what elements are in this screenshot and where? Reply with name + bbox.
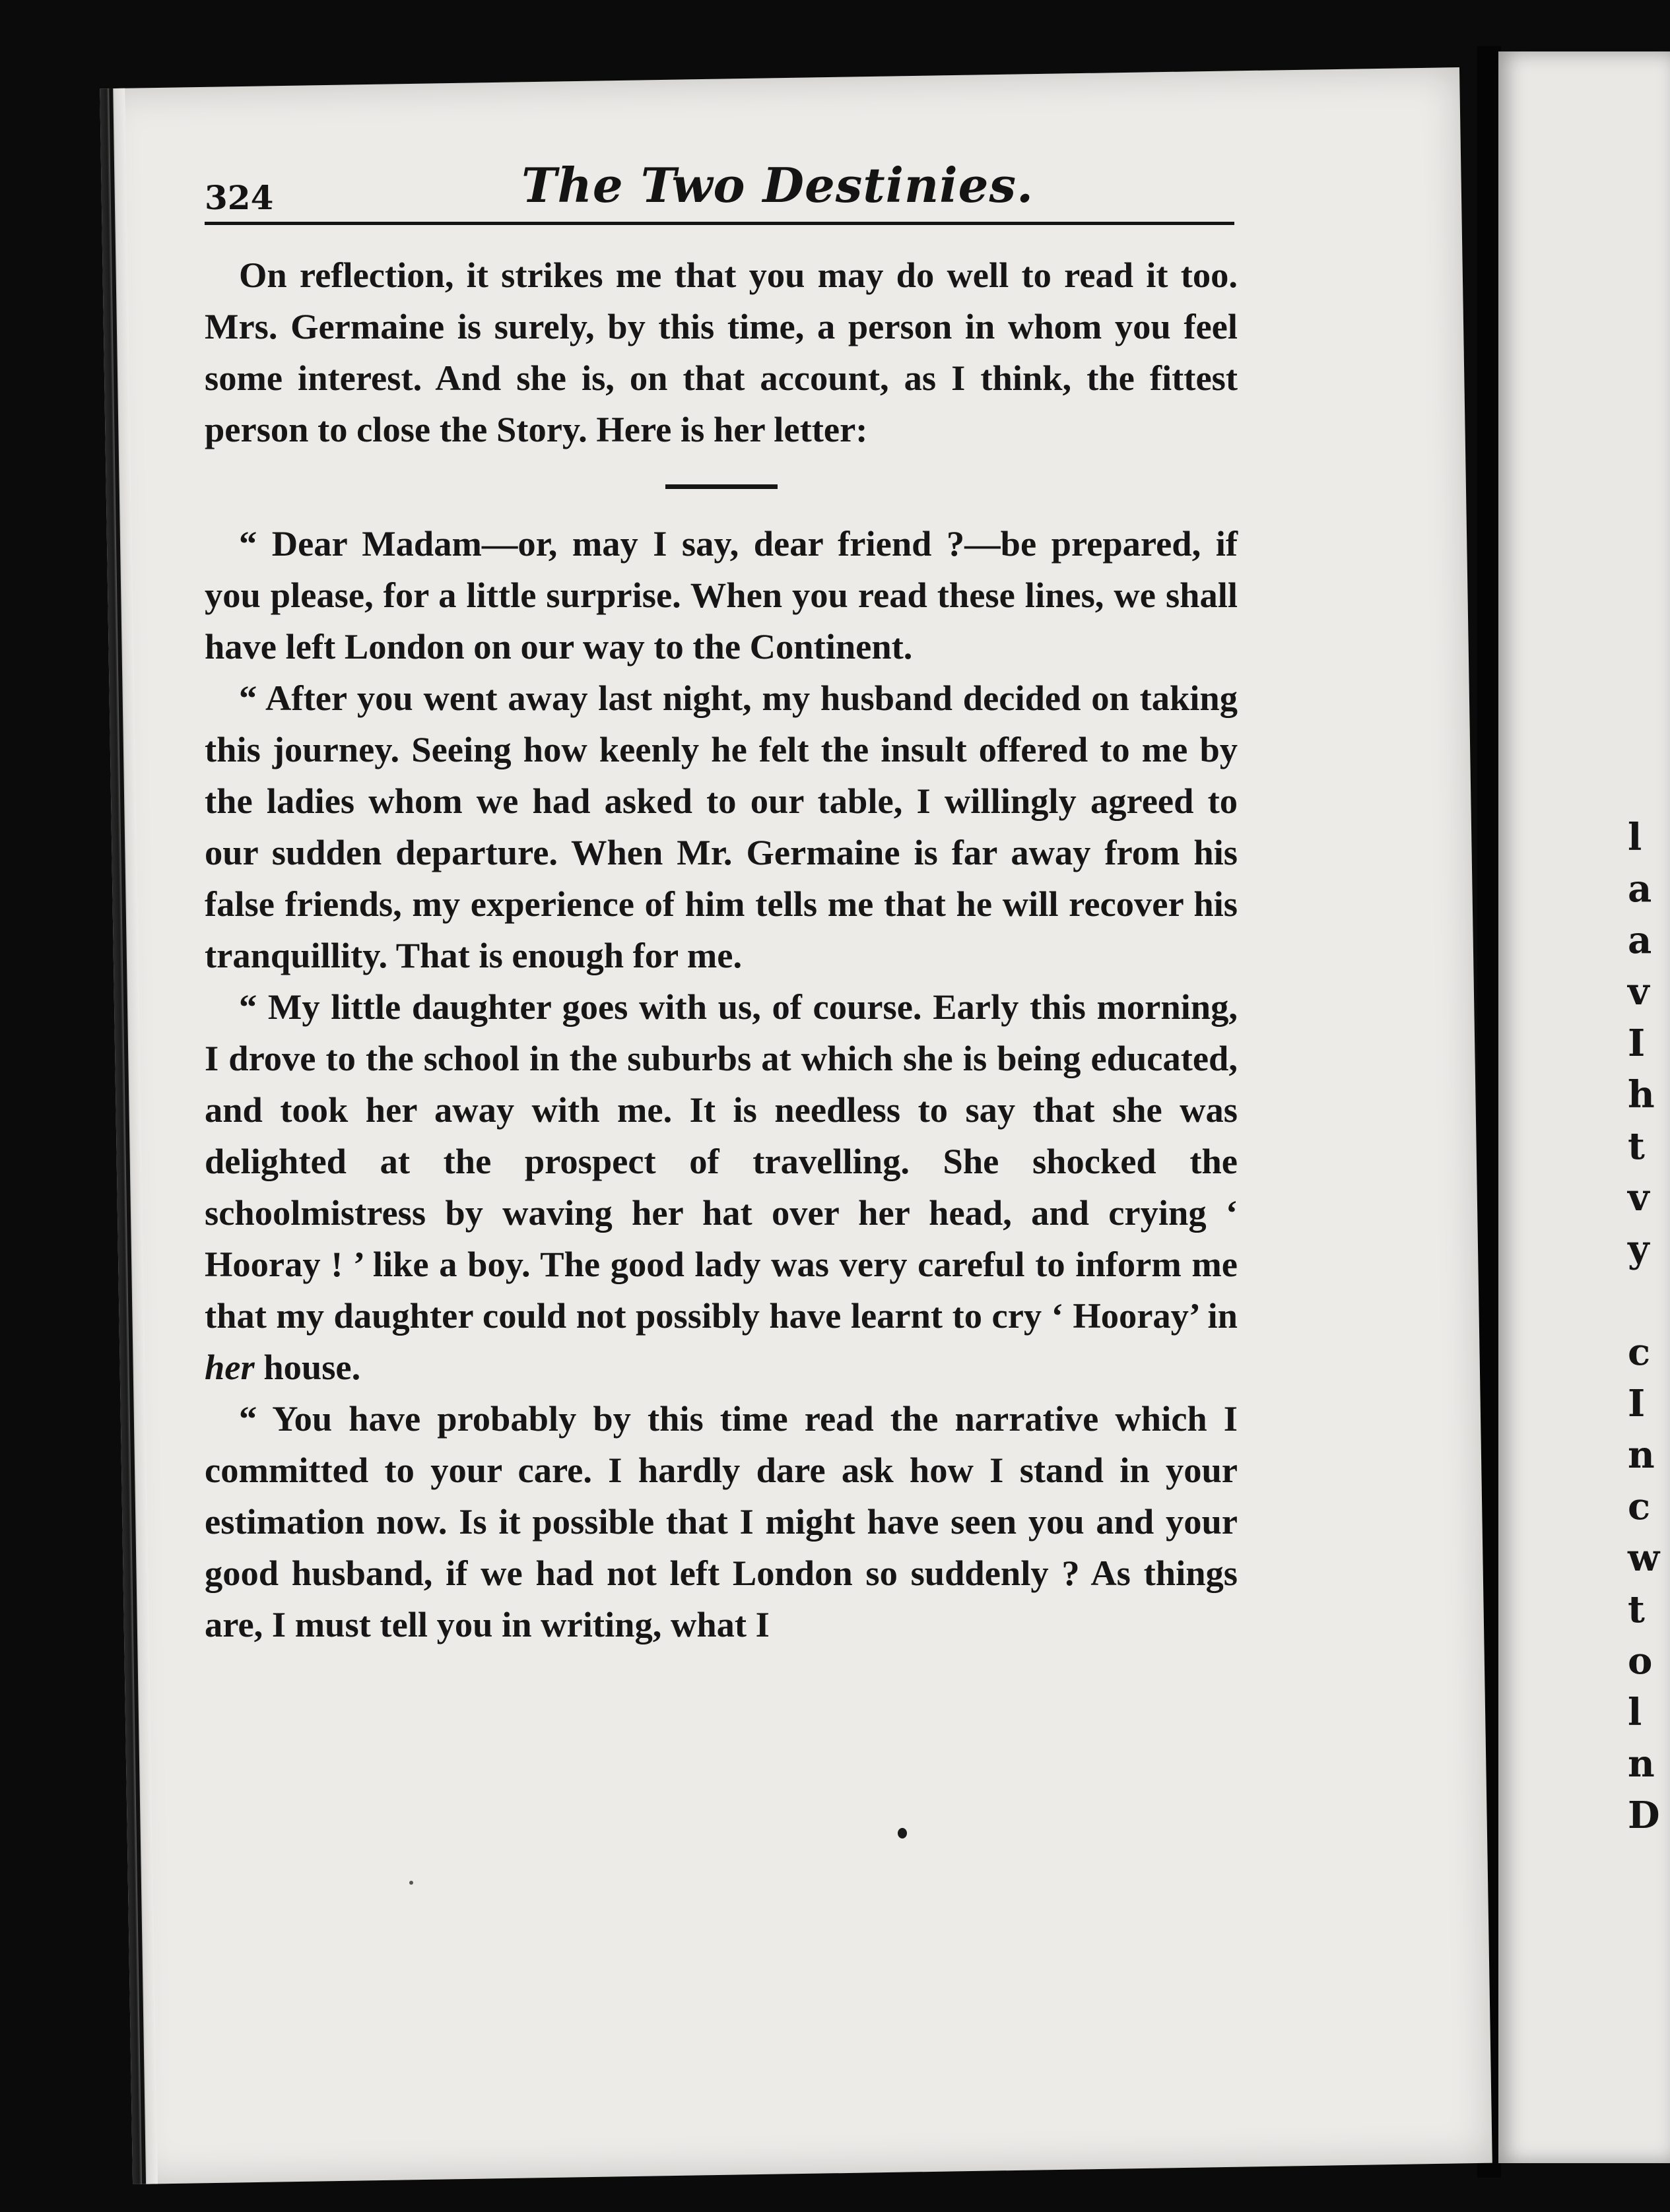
header-rule [205,222,1234,225]
facing-page-letter: a [1628,867,1652,911]
facing-page-letter: I [1628,1022,1646,1065]
facing-page-letter: a [1628,919,1652,962]
page-edge-line [109,88,146,2184]
page-header [205,156,1234,228]
section-divider [665,484,778,489]
facing-page-letter: t [1628,1124,1645,1168]
facing-page-letter: c [1628,1330,1651,1374]
facing-page-letter: n [1628,1433,1655,1477]
letter-paragraph-3-end: house. [254,1347,361,1387]
page-number: 324 [205,178,274,217]
facing-page-letter: y [1628,1227,1650,1271]
page-edge [100,88,158,2184]
facing-page-letter: l [1628,816,1642,859]
facing-page-letter: D [1628,1794,1660,1837]
facing-page-letter: o [1628,1639,1653,1683]
facing-page-letter: v [1628,970,1650,1014]
facing-page-letters [1628,812,1660,1841]
facing-page-letter: v [1628,1176,1650,1220]
facing-page-letter: c [1628,1485,1651,1528]
ink-speck [898,1828,907,1838]
facing-page-letter: I [1628,1382,1646,1425]
body-text [205,249,1238,1650]
intro-paragraph: On reflection, it strikes me that you may do well to read it too. Mrs. Germaine is surely, by this time, a person in whom you feel some interest. And she is, on that account, as I think, the fittest person to close the Story. Here is her letter: [205,255,1238,449]
facing-page-letter: t [1628,1588,1645,1631]
letter-paragraph-1: “ Dear Madam—or, may I say, dear friend ?—be prepared, if you please, for a little surprise. When you read these lines, we shall have left London on our way to the Continent. [205,523,1238,667]
running-title: The Two Destinies. [521,157,1034,213]
letter-paragraph-3-text: “ My little daughter goes with us, of course. Early this morning, I drove to the school in the suburbs at which she is being educated, and took her away with me. It is needless to say that she was delighted at the prospect of travelling. She shocked the schoolmistress by waving her hat over her head, and crying ‘ Hooray ! ’ like a boy. The good lady was very careful to inform me that my daughter could not possibly have learnt to cry ‘ Hooray’ in [205,987,1238,1336]
letter-paragraph-3 [205,981,1238,1393]
facing-page-letter: l [1628,1691,1642,1734]
facing-page-letter: n [1628,1742,1655,1786]
italic-emphasis: her [205,1347,255,1387]
letter-paragraph-4: “ You have probably by this time read the narrative which I committed to your care. I hardly dare ask how I stand in your estimation now. Is it possible that I might have seen you and your good husband, if we had not left London so suddenly ? As things are, I must tell you in writing, what I [205,1398,1238,1644]
facing-page-letter: h [1628,1073,1655,1117]
ink-speck-small [409,1881,413,1885]
letter-paragraph-2: “ After you went away last night, my husband decided on taking this journey. Seeing how keenly he felt the insult offered to me by the ladies whom we had asked to our table, I willingly agreed to our sudden departure. When Mr. Germaine is far away from his false friends, my experience of him tells me that he will recover his tranquillity. That is enough for me. [205,678,1238,975]
facing-page-letter: w [1628,1536,1660,1580]
